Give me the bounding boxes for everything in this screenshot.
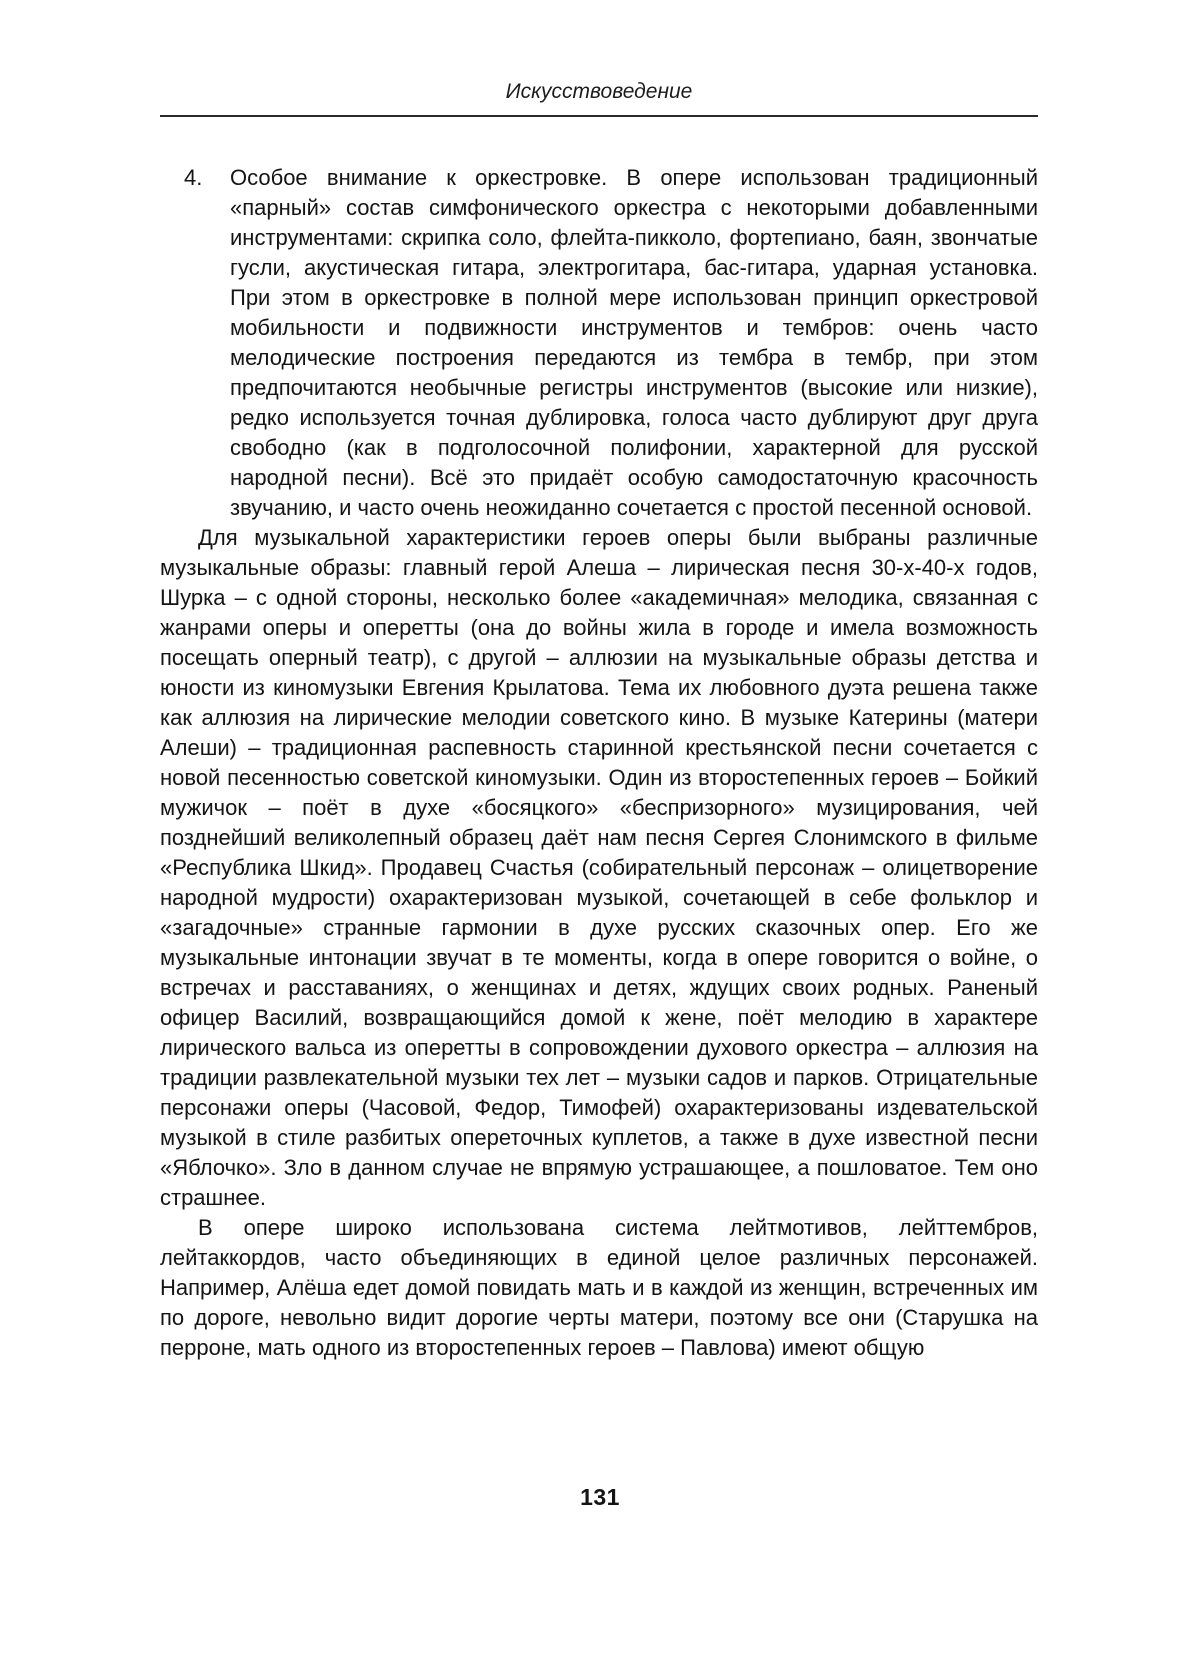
body-paragraph-1: Для музыкальной характеристики героев оперы были выбраны различные музыкальные образы: главный герой Алеша – лирическая песня 30-х-40-х годов, Шурка – с одной стороны, несколько более «академичная» мелодика, связанная с жанрами оперы и оперетты (она до войны жила в городе и имела возможность посещать оперный театр), с другой – аллюзии на музыкальные образы детства и юности из киномузыки Евгения Крылатова. Тема их любовного дуэта решена также как аллюзия на лирические мелодии советского кино. В музыке Катерины (матери Алеши) – традиционная распевность старинной крестьянской песни сочетается с новой песенностью советской киномузыки. Один из второстепенных героев – Бойкий мужичок – поёт в духе «босяцкого» «беспризорного» музицирования, чей позднейший великолепный образец даёт нам песня Сергея Слонимского в фильме «Республика Шкид». Продавец Счастья (собирательный персонаж – олицетворение народной мудрости) охарактеризован музыкой, сочетающей в себе фольклор и «загадочные» странные гармонии в духе русских сказочных опер. Его же музыкальные интонации звучат в те моменты, когда в опере говорится о войне, о встречах и расставаниях, о женщинах и детях, ждущих своих родных. Раненый офицер Василий, возвращающийся домой к жене, поёт мелодию в характере лирического вальса из оперетты в сопровождении духового оркестра – аллюзия на традиции развлекательной музыки тех лет – музыки садов и парков. Отрицательные персонажи оперы (Часовой, Федор, Тимофей) охарактеризованы издевательской музыкой в стиле разбитых опереточных куплетов, а также в духе известной песни «Яблочко». Зло в данном случае не впрямую устрашающее, а пошловатое. Тем оно страшнее. (160, 525, 1038, 1210)
numbered-list-item (160, 163, 1038, 523)
page-number: 131 (580, 1484, 620, 1510)
section-title: Искусствоведение (505, 80, 693, 103)
page-header (160, 80, 1038, 115)
list-item-number: 4. (184, 165, 203, 190)
header-rule (160, 115, 1038, 117)
body-paragraph-2: В опере широко использована система лейтмотивов, лейттембров, лейтаккордов, часто объединяющих в единой целое различных персонажей. Например, Алёша едет домой повидать мать и в каждой из женщин, встреченных им по дороге, невольно видит дорогие черты матери, поэтому все они (Старушка на перроне, мать одного из второстепенных героев – Павлова) имеют общую (160, 1215, 1038, 1360)
list-item-text: Особое внимание к оркестровке. В опере использован традиционный «парный» состав симфонического оркестра с некоторыми добавленными инструментами: скрипка соло, флейта-пикколо, фортепиано, баян, звончатые гусли, акустическая гитара, электрогитара, бас-гитара, ударная установка. При этом в оркестровке в полной мере использован принцип оркестровой мобильности и подвижности инструментов и тембров: очень часто мелодические построения передаются из тембра в тембр, при этом предпочитаются необычные регистры инструментов (высокие или низкие), редко используется точная дублировка, голоса часто дублируют друг друга свободно (как в подголосочной полифонии, характерной для русской народной песни). Всё это придаёт особую самодостаточную красочность звучанию, и часто очень неожиданно сочетается с простой песенной основой. (230, 165, 1038, 520)
page-body (160, 163, 1038, 1363)
